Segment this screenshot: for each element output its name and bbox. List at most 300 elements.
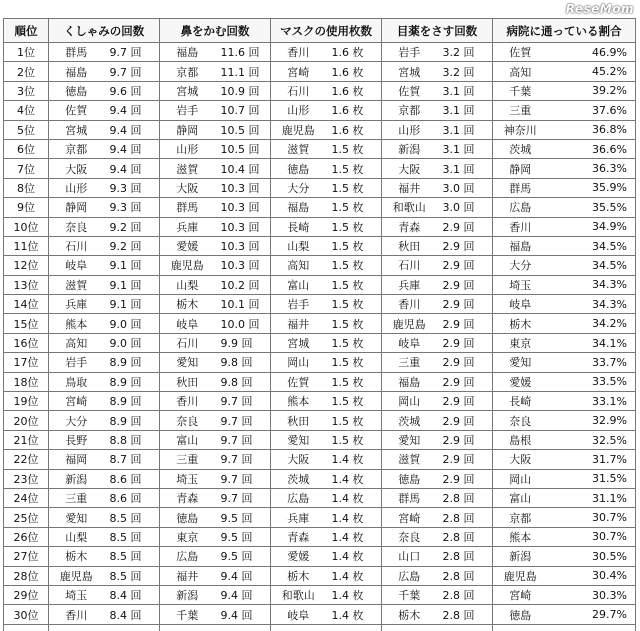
- eye-drop-prefecture: 宮城: [382, 62, 437, 81]
- mask-prefecture: 山形: [271, 101, 326, 120]
- table-row: [4, 585, 636, 604]
- eye-drop-prefecture: 秋田: [382, 236, 437, 255]
- eye-drop-value: 2.8 回: [437, 585, 493, 604]
- eye-drop-value: 3.1 回: [437, 101, 493, 120]
- nose-blow-prefecture: 静岡: [160, 120, 215, 139]
- sneeze-value: 9.3 回: [104, 198, 160, 217]
- nose-blow-prefecture: 千葉: [160, 605, 215, 624]
- hospital-prefecture: 新潟: [493, 547, 548, 566]
- mask-prefecture-cutoff: [271, 624, 326, 631]
- mask-value: 1.6 枚: [326, 101, 382, 120]
- eye-drop-prefecture: 群馬: [382, 488, 437, 507]
- nose-blow-prefecture-cutoff: [160, 624, 215, 631]
- mask-value: 1.4 枚: [326, 605, 382, 624]
- mask-prefecture: 岡山: [271, 353, 326, 372]
- mask-value: 1.4 枚: [326, 566, 382, 585]
- nose-blow-value: 10.9 回: [215, 81, 271, 100]
- eye-drop-prefecture: 徳島: [382, 469, 437, 488]
- sneeze-prefecture: 岩手: [49, 353, 104, 372]
- hospital-prefecture: 佐賀: [493, 43, 548, 62]
- mask-value: 1.5 枚: [326, 430, 382, 449]
- table-row: [4, 275, 636, 294]
- rank-cell: 5位: [4, 120, 49, 139]
- rank-cell: 13位: [4, 275, 49, 294]
- nose-blow-value: 9.8 回: [215, 353, 271, 372]
- hospital-rate-value: 34.3%: [548, 275, 636, 294]
- nose-blow-prefecture: 福井: [160, 566, 215, 585]
- hospital-prefecture: 福島: [493, 236, 548, 255]
- sneeze-prefecture: 奈良: [49, 217, 104, 236]
- hospital-rate-value: 34.2%: [548, 314, 636, 333]
- mask-value: 1.5 枚: [326, 333, 382, 352]
- rank-cell: 14位: [4, 295, 49, 314]
- table-row: [4, 120, 636, 139]
- nose-blow-prefecture: 石川: [160, 333, 215, 352]
- mask-prefecture: 宮城: [271, 333, 326, 352]
- hospital-prefecture: 高知: [493, 62, 548, 81]
- table-row: [4, 488, 636, 507]
- mask-prefecture: 愛媛: [271, 547, 326, 566]
- mask-value: 1.5 枚: [326, 178, 382, 197]
- table-row: [4, 139, 636, 158]
- hospital-prefecture-cutoff: [493, 624, 548, 631]
- sneeze-prefecture: 静岡: [49, 198, 104, 217]
- nose-blow-value: 10.3 回: [215, 256, 271, 275]
- header-sneeze-count: くしゃみの回数: [49, 19, 160, 43]
- mask-prefecture: 兵庫: [271, 508, 326, 527]
- eye-drop-prefecture: 新潟: [382, 139, 437, 158]
- mask-prefecture: 青森: [271, 527, 326, 546]
- nose-blow-value: 9.8 回: [215, 372, 271, 391]
- sneeze-value: 9.6 回: [104, 81, 160, 100]
- eye-drop-value: 3.2 回: [437, 43, 493, 62]
- mask-value: 1.4 枚: [326, 450, 382, 469]
- table-row: [4, 101, 636, 120]
- nose-blow-prefecture: 埼玉: [160, 469, 215, 488]
- sneeze-prefecture: 岐阜: [49, 256, 104, 275]
- mask-value: 1.6 枚: [326, 120, 382, 139]
- hospital-rate-value: 29.7%: [548, 605, 636, 624]
- eye-drop-value: 2.8 回: [437, 508, 493, 527]
- sneeze-value: 8.9 回: [104, 372, 160, 391]
- sneeze-value: 9.3 回: [104, 178, 160, 197]
- rank-cell: 15位: [4, 314, 49, 333]
- sneeze-value: 9.0 回: [104, 333, 160, 352]
- mask-value: 1.5 枚: [326, 159, 382, 178]
- eye-drop-value: 3.1 回: [437, 139, 493, 158]
- eye-drop-value: 2.9 回: [437, 392, 493, 411]
- eye-drop-prefecture: 青森: [382, 217, 437, 236]
- rank-cell: 18位: [4, 372, 49, 391]
- nose-blow-prefecture: 香川: [160, 392, 215, 411]
- sneeze-value: 9.2 回: [104, 217, 160, 236]
- mask-prefecture: 高知: [271, 256, 326, 275]
- eye-drop-prefecture: 岐阜: [382, 333, 437, 352]
- mask-prefecture: 岩手: [271, 295, 326, 314]
- nose-blow-prefecture: 兵庫: [160, 217, 215, 236]
- hospital-prefecture: 愛媛: [493, 372, 548, 391]
- mask-prefecture: 香川: [271, 43, 326, 62]
- mask-prefecture: 広島: [271, 488, 326, 507]
- sneeze-value: 9.7 回: [104, 62, 160, 81]
- sneeze-value: 8.9 回: [104, 353, 160, 372]
- hospital-rate-value: 31.1%: [548, 488, 636, 507]
- hospital-prefecture: 三重: [493, 101, 548, 120]
- eye-drop-prefecture: 栃木: [382, 605, 437, 624]
- table-row: [4, 62, 636, 81]
- eye-drop-value: 2.9 回: [437, 295, 493, 314]
- hospital-rate-value: 36.6%: [548, 139, 636, 158]
- sneeze-prefecture: 大分: [49, 411, 104, 430]
- mask-prefecture: 秋田: [271, 411, 326, 430]
- nose-blow-prefecture: 宮城: [160, 81, 215, 100]
- hospital-rate-value: 30.5%: [548, 547, 636, 566]
- hospital-rate-value: 35.9%: [548, 178, 636, 197]
- mask-prefecture: 山梨: [271, 236, 326, 255]
- mask-value: 1.4 枚: [326, 527, 382, 546]
- sneeze-prefecture: 栃木: [49, 547, 104, 566]
- sneeze-prefecture: 宮崎: [49, 392, 104, 411]
- eye-drop-prefecture: 滋賀: [382, 450, 437, 469]
- hospital-rate-value-cutoff: [548, 624, 636, 631]
- eye-drop-prefecture: 山口: [382, 547, 437, 566]
- mask-value: 1.6 枚: [326, 62, 382, 81]
- eye-drop-value: 3.0 回: [437, 178, 493, 197]
- rank-cell: 6位: [4, 139, 49, 158]
- hospital-prefecture: 栃木: [493, 314, 548, 333]
- table-row: [4, 411, 636, 430]
- mask-prefecture: 福島: [271, 198, 326, 217]
- nose-blow-prefecture: 奈良: [160, 411, 215, 430]
- sneeze-value: 8.5 回: [104, 566, 160, 585]
- mask-value: 1.5 枚: [326, 353, 382, 372]
- nose-blow-prefecture: 富山: [160, 430, 215, 449]
- eye-drop-value: 2.9 回: [437, 256, 493, 275]
- rank-cell: 20位: [4, 411, 49, 430]
- nose-blow-prefecture: 京都: [160, 62, 215, 81]
- nose-blow-value: 10.0 回: [215, 314, 271, 333]
- sneeze-value: 9.4 回: [104, 139, 160, 158]
- hospital-prefecture: 徳島: [493, 605, 548, 624]
- nose-blow-prefecture: 東京: [160, 527, 215, 546]
- eye-drop-prefecture: 茨城: [382, 411, 437, 430]
- hospital-prefecture: 奈良: [493, 411, 548, 430]
- nose-blow-prefecture: 山梨: [160, 275, 215, 294]
- nose-blow-prefecture: 秋田: [160, 372, 215, 391]
- nose-blow-prefecture: 愛知: [160, 353, 215, 372]
- rank-cell: 27位: [4, 547, 49, 566]
- table-row: [4, 353, 636, 372]
- hospital-rate-value: 30.3%: [548, 585, 636, 604]
- hospital-prefecture: 京都: [493, 508, 548, 527]
- hospital-prefecture: 鹿児島: [493, 566, 548, 585]
- eye-drop-value: 3.1 回: [437, 159, 493, 178]
- rank-cell: 23位: [4, 469, 49, 488]
- hospital-prefecture: 愛知: [493, 353, 548, 372]
- nose-blow-value: 9.5 回: [215, 527, 271, 546]
- hospital-rate-value: 33.1%: [548, 392, 636, 411]
- table-row: [4, 159, 636, 178]
- mask-prefecture: 大分: [271, 178, 326, 197]
- table-row: [4, 256, 636, 275]
- eye-drop-prefecture: 兵庫: [382, 275, 437, 294]
- header-eye-drop-count: 目薬をさす回数: [382, 19, 493, 43]
- eye-drop-prefecture: 奈良: [382, 527, 437, 546]
- hospital-rate-value: 31.7%: [548, 450, 636, 469]
- hospital-rate-value: 39.2%: [548, 81, 636, 100]
- nose-blow-prefecture: 岩手: [160, 101, 215, 120]
- eye-drop-prefecture: 福島: [382, 372, 437, 391]
- eye-drop-value: 2.9 回: [437, 372, 493, 391]
- mask-prefecture: 熊本: [271, 392, 326, 411]
- rank-cell: 17位: [4, 353, 49, 372]
- nose-blow-value: 9.5 回: [215, 547, 271, 566]
- mask-value: 1.5 枚: [326, 275, 382, 294]
- sneeze-prefecture: 福島: [49, 62, 104, 81]
- mask-prefecture: 長崎: [271, 217, 326, 236]
- eye-drop-value: 2.9 回: [437, 236, 493, 255]
- nose-blow-value-cutoff: [215, 624, 271, 631]
- sneeze-prefecture: 宮城: [49, 120, 104, 139]
- prefecture-ranking-table: [3, 18, 636, 631]
- mask-prefecture: 福井: [271, 314, 326, 333]
- mask-prefecture: 滋賀: [271, 139, 326, 158]
- rank-cell: 24位: [4, 488, 49, 507]
- nose-blow-value: 9.4 回: [215, 605, 271, 624]
- mask-prefecture: 徳島: [271, 159, 326, 178]
- sneeze-prefecture: 香川: [49, 605, 104, 624]
- sneeze-prefecture: 鳥取: [49, 372, 104, 391]
- eye-drop-prefecture-cutoff: [382, 624, 437, 631]
- rank-cell: 26位: [4, 527, 49, 546]
- sneeze-prefecture: 兵庫: [49, 295, 104, 314]
- nose-blow-value: 10.3 回: [215, 236, 271, 255]
- hospital-rate-value: 30.7%: [548, 527, 636, 546]
- sneeze-value: 8.9 回: [104, 411, 160, 430]
- sneeze-prefecture: 大阪: [49, 159, 104, 178]
- table-row: [4, 392, 636, 411]
- sneeze-value: 8.5 回: [104, 547, 160, 566]
- hospital-rate-value: 34.5%: [548, 256, 636, 275]
- eye-drop-prefecture: 大阪: [382, 159, 437, 178]
- eye-drop-prefecture: 和歌山: [382, 198, 437, 217]
- nose-blow-prefecture: 福島: [160, 43, 215, 62]
- hospital-rate-value: 34.5%: [548, 236, 636, 255]
- rank-cell: 16位: [4, 333, 49, 352]
- hospital-prefecture: 東京: [493, 333, 548, 352]
- hospital-rate-value: 30.4%: [548, 566, 636, 585]
- nose-blow-value: 10.7 回: [215, 101, 271, 120]
- nose-blow-value: 10.2 回: [215, 275, 271, 294]
- eye-drop-value: 2.9 回: [437, 217, 493, 236]
- nose-blow-prefecture: 新潟: [160, 585, 215, 604]
- sneeze-prefecture: 鹿児島: [49, 566, 104, 585]
- sneeze-prefecture: 佐賀: [49, 101, 104, 120]
- eye-drop-prefecture: 愛知: [382, 430, 437, 449]
- sneeze-prefecture: 熊本: [49, 314, 104, 333]
- table-row: [4, 178, 636, 197]
- mask-prefecture: 宮崎: [271, 62, 326, 81]
- hospital-rate-value: 46.9%: [548, 43, 636, 62]
- hospital-prefecture: 広島: [493, 198, 548, 217]
- eye-drop-value: 3.2 回: [437, 62, 493, 81]
- sneeze-prefecture: 山梨: [49, 527, 104, 546]
- nose-blow-value: 9.5 回: [215, 508, 271, 527]
- nose-blow-prefecture: 岐阜: [160, 314, 215, 333]
- hospital-prefecture: 埼玉: [493, 275, 548, 294]
- hospital-rate-value: 31.5%: [548, 469, 636, 488]
- mask-value: 1.5 枚: [326, 372, 382, 391]
- eye-drop-prefecture: 宮崎: [382, 508, 437, 527]
- nose-blow-value: 10.3 回: [215, 198, 271, 217]
- eye-drop-value: 2.8 回: [437, 488, 493, 507]
- table-row: [4, 508, 636, 527]
- nose-blow-value: 9.4 回: [215, 585, 271, 604]
- sneeze-prefecture: 徳島: [49, 81, 104, 100]
- sneeze-prefecture-cutoff: [49, 624, 104, 631]
- sneeze-value: 9.1 回: [104, 295, 160, 314]
- header-nose-blow-count: 鼻をかむ回数: [160, 19, 271, 43]
- hospital-prefecture: 神奈川: [493, 120, 548, 139]
- table-row: [4, 43, 636, 62]
- hospital-rate-value: 36.8%: [548, 120, 636, 139]
- hospital-rate-value: 34.1%: [548, 333, 636, 352]
- mask-value: 1.6 枚: [326, 43, 382, 62]
- rank-cell: 3位: [4, 81, 49, 100]
- eye-drop-value: 2.9 回: [437, 469, 493, 488]
- mask-value: 1.5 枚: [326, 139, 382, 158]
- eye-drop-value: 3.1 回: [437, 81, 493, 100]
- hospital-rate-value: 33.7%: [548, 353, 636, 372]
- eye-drop-value: 2.9 回: [437, 333, 493, 352]
- hospital-prefecture: 茨城: [493, 139, 548, 158]
- nose-blow-value: 9.7 回: [215, 392, 271, 411]
- sneeze-prefecture: 滋賀: [49, 275, 104, 294]
- hospital-rate-value: 32.5%: [548, 430, 636, 449]
- eye-drop-value: 2.9 回: [437, 314, 493, 333]
- eye-drop-value: 2.9 回: [437, 430, 493, 449]
- hospital-prefecture: 千葉: [493, 81, 548, 100]
- eye-drop-value: 2.8 回: [437, 566, 493, 585]
- header-rank: 順位: [4, 19, 49, 43]
- mask-value: 1.4 枚: [326, 547, 382, 566]
- nose-blow-prefecture: 山形: [160, 139, 215, 158]
- eye-drop-prefecture: 岡山: [382, 392, 437, 411]
- sneeze-prefecture: 愛知: [49, 508, 104, 527]
- eye-drop-prefecture: 福井: [382, 178, 437, 197]
- header-mask-usage: マスクの使用枚数: [271, 19, 382, 43]
- mask-prefecture: 栃木: [271, 566, 326, 585]
- hospital-rate-value: 32.9%: [548, 411, 636, 430]
- hospital-prefecture: 大阪: [493, 450, 548, 469]
- table-row: [4, 372, 636, 391]
- sneeze-prefecture: 京都: [49, 139, 104, 158]
- eye-drop-value: 2.9 回: [437, 411, 493, 430]
- hospital-rate-value: 33.5%: [548, 372, 636, 391]
- hospital-prefecture: 長崎: [493, 392, 548, 411]
- header-hospital-rate: 病院に通っている割合: [493, 19, 636, 43]
- nose-blow-value: 10.1 回: [215, 295, 271, 314]
- mask-prefecture: 岐阜: [271, 605, 326, 624]
- sneeze-value: 9.7 回: [104, 43, 160, 62]
- nose-blow-value: 10.3 回: [215, 178, 271, 197]
- sneeze-prefecture: 埼玉: [49, 585, 104, 604]
- nose-blow-value: 9.7 回: [215, 450, 271, 469]
- mask-prefecture: 石川: [271, 81, 326, 100]
- mask-value: 1.4 枚: [326, 469, 382, 488]
- table-row: [4, 566, 636, 585]
- hospital-rate-value: 45.2%: [548, 62, 636, 81]
- eye-drop-prefecture: 鹿児島: [382, 314, 437, 333]
- sneeze-value: 8.9 回: [104, 392, 160, 411]
- table-row: [4, 295, 636, 314]
- eye-drop-value: 2.9 回: [437, 275, 493, 294]
- nose-blow-value: 10.5 回: [215, 120, 271, 139]
- mask-prefecture: 鹿児島: [271, 120, 326, 139]
- table-row: [4, 450, 636, 469]
- sneeze-value: 8.8 回: [104, 430, 160, 449]
- mask-value: 1.4 枚: [326, 508, 382, 527]
- eye-drop-prefecture: 岩手: [382, 43, 437, 62]
- nose-blow-prefecture: 三重: [160, 450, 215, 469]
- mask-value: 1.5 枚: [326, 198, 382, 217]
- mask-prefecture: 佐賀: [271, 372, 326, 391]
- sneeze-value: 9.4 回: [104, 159, 160, 178]
- table-row: [4, 333, 636, 352]
- rank-cell: 12位: [4, 256, 49, 275]
- table-row: [4, 236, 636, 255]
- table-row: [4, 198, 636, 217]
- mask-value: 1.4 枚: [326, 585, 382, 604]
- nose-blow-prefecture: 鹿児島: [160, 256, 215, 275]
- rank-cell: 22位: [4, 450, 49, 469]
- mask-value: 1.5 枚: [326, 217, 382, 236]
- rank-cell: 29位: [4, 585, 49, 604]
- table-row: [4, 547, 636, 566]
- nose-blow-value: 11.1 回: [215, 62, 271, 81]
- sneeze-prefecture: 石川: [49, 236, 104, 255]
- sneeze-value: 9.1 回: [104, 275, 160, 294]
- sneeze-value-cutoff: [104, 624, 160, 631]
- mask-prefecture: 大阪: [271, 450, 326, 469]
- mask-value: 1.5 枚: [326, 295, 382, 314]
- sneeze-value: 9.0 回: [104, 314, 160, 333]
- sneeze-value: 8.6 回: [104, 469, 160, 488]
- sneeze-value: 8.6 回: [104, 488, 160, 507]
- nose-blow-prefecture: 滋賀: [160, 159, 215, 178]
- sneeze-prefecture: 福岡: [49, 450, 104, 469]
- table-row: [4, 81, 636, 100]
- hospital-prefecture: 香川: [493, 217, 548, 236]
- eye-drop-prefecture: 香川: [382, 295, 437, 314]
- nose-blow-value: 10.4 回: [215, 159, 271, 178]
- table-row: [4, 605, 636, 624]
- sneeze-prefecture: 新潟: [49, 469, 104, 488]
- nose-blow-prefecture: 愛媛: [160, 236, 215, 255]
- eye-drop-prefecture: 京都: [382, 101, 437, 120]
- eye-drop-prefecture: 石川: [382, 256, 437, 275]
- rank-cell: 21位: [4, 430, 49, 449]
- table-row-cutoff: [4, 624, 636, 631]
- rank-cell: 11位: [4, 236, 49, 255]
- hospital-rate-value: 37.6%: [548, 101, 636, 120]
- eye-drop-value: 2.8 回: [437, 527, 493, 546]
- eye-drop-prefecture: 千葉: [382, 585, 437, 604]
- mask-prefecture: 茨城: [271, 469, 326, 488]
- eye-drop-value: 3.0 回: [437, 198, 493, 217]
- sneeze-value: 9.4 回: [104, 120, 160, 139]
- mask-value: 1.6 枚: [326, 81, 382, 100]
